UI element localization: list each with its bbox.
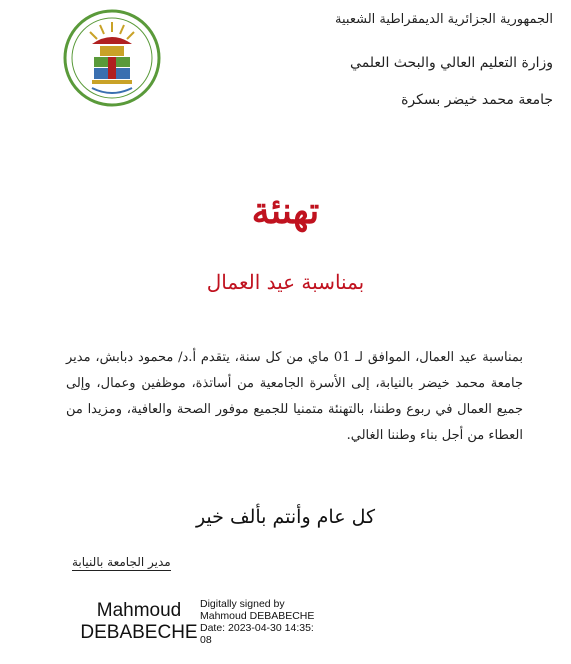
signature-meta-line: 08	[200, 634, 212, 646]
header-university: جامعة محمد خيضر بسكرة	[401, 92, 553, 108]
page-title: تهنئة	[251, 190, 320, 232]
congratulation-paragraph: بمناسبة عيد العمال، الموافق لـ 01 ماي من كل سنة، يتقدم أ.د/ محمود دبابش، مدير جامعة محمد خيضر بالنيابة، إلى الأسرة الجامعية من أساتذة، موظفين وعمال، وإلى جميع العمال في ربوع وطننا، بالتهنئة متمنيا للجميع موفور الصحة والعافية، ومزيدا من العطاء من أجل بناء وطننا الغالي.	[66, 350, 524, 443]
header-country: الجمهورية الجزائرية الديمقراطية الشعبية	[335, 12, 553, 27]
signature-meta-line: Digitally signed by	[200, 598, 285, 610]
signature-name-first: Mahmoud	[96, 600, 182, 621]
closing-wish: كل عام وأنتم بألف خير	[195, 506, 376, 528]
signature-meta-line: Date: 2023-04-30 14:35:	[200, 622, 314, 634]
university-seal-icon	[62, 8, 162, 108]
signature-meta	[200, 598, 350, 646]
signature-meta-line: Mahmoud DEBABECHE	[200, 610, 315, 622]
signer-title: مدير الجامعة بالنيابة	[72, 555, 171, 569]
page-subtitle: بمناسبة عيد العمال	[206, 270, 365, 294]
signature-name	[74, 600, 204, 644]
header-ministry: وزارة التعليم العالي والبحث العلمي	[350, 55, 553, 71]
signature-name-last: DEBABECHE	[80, 622, 198, 643]
